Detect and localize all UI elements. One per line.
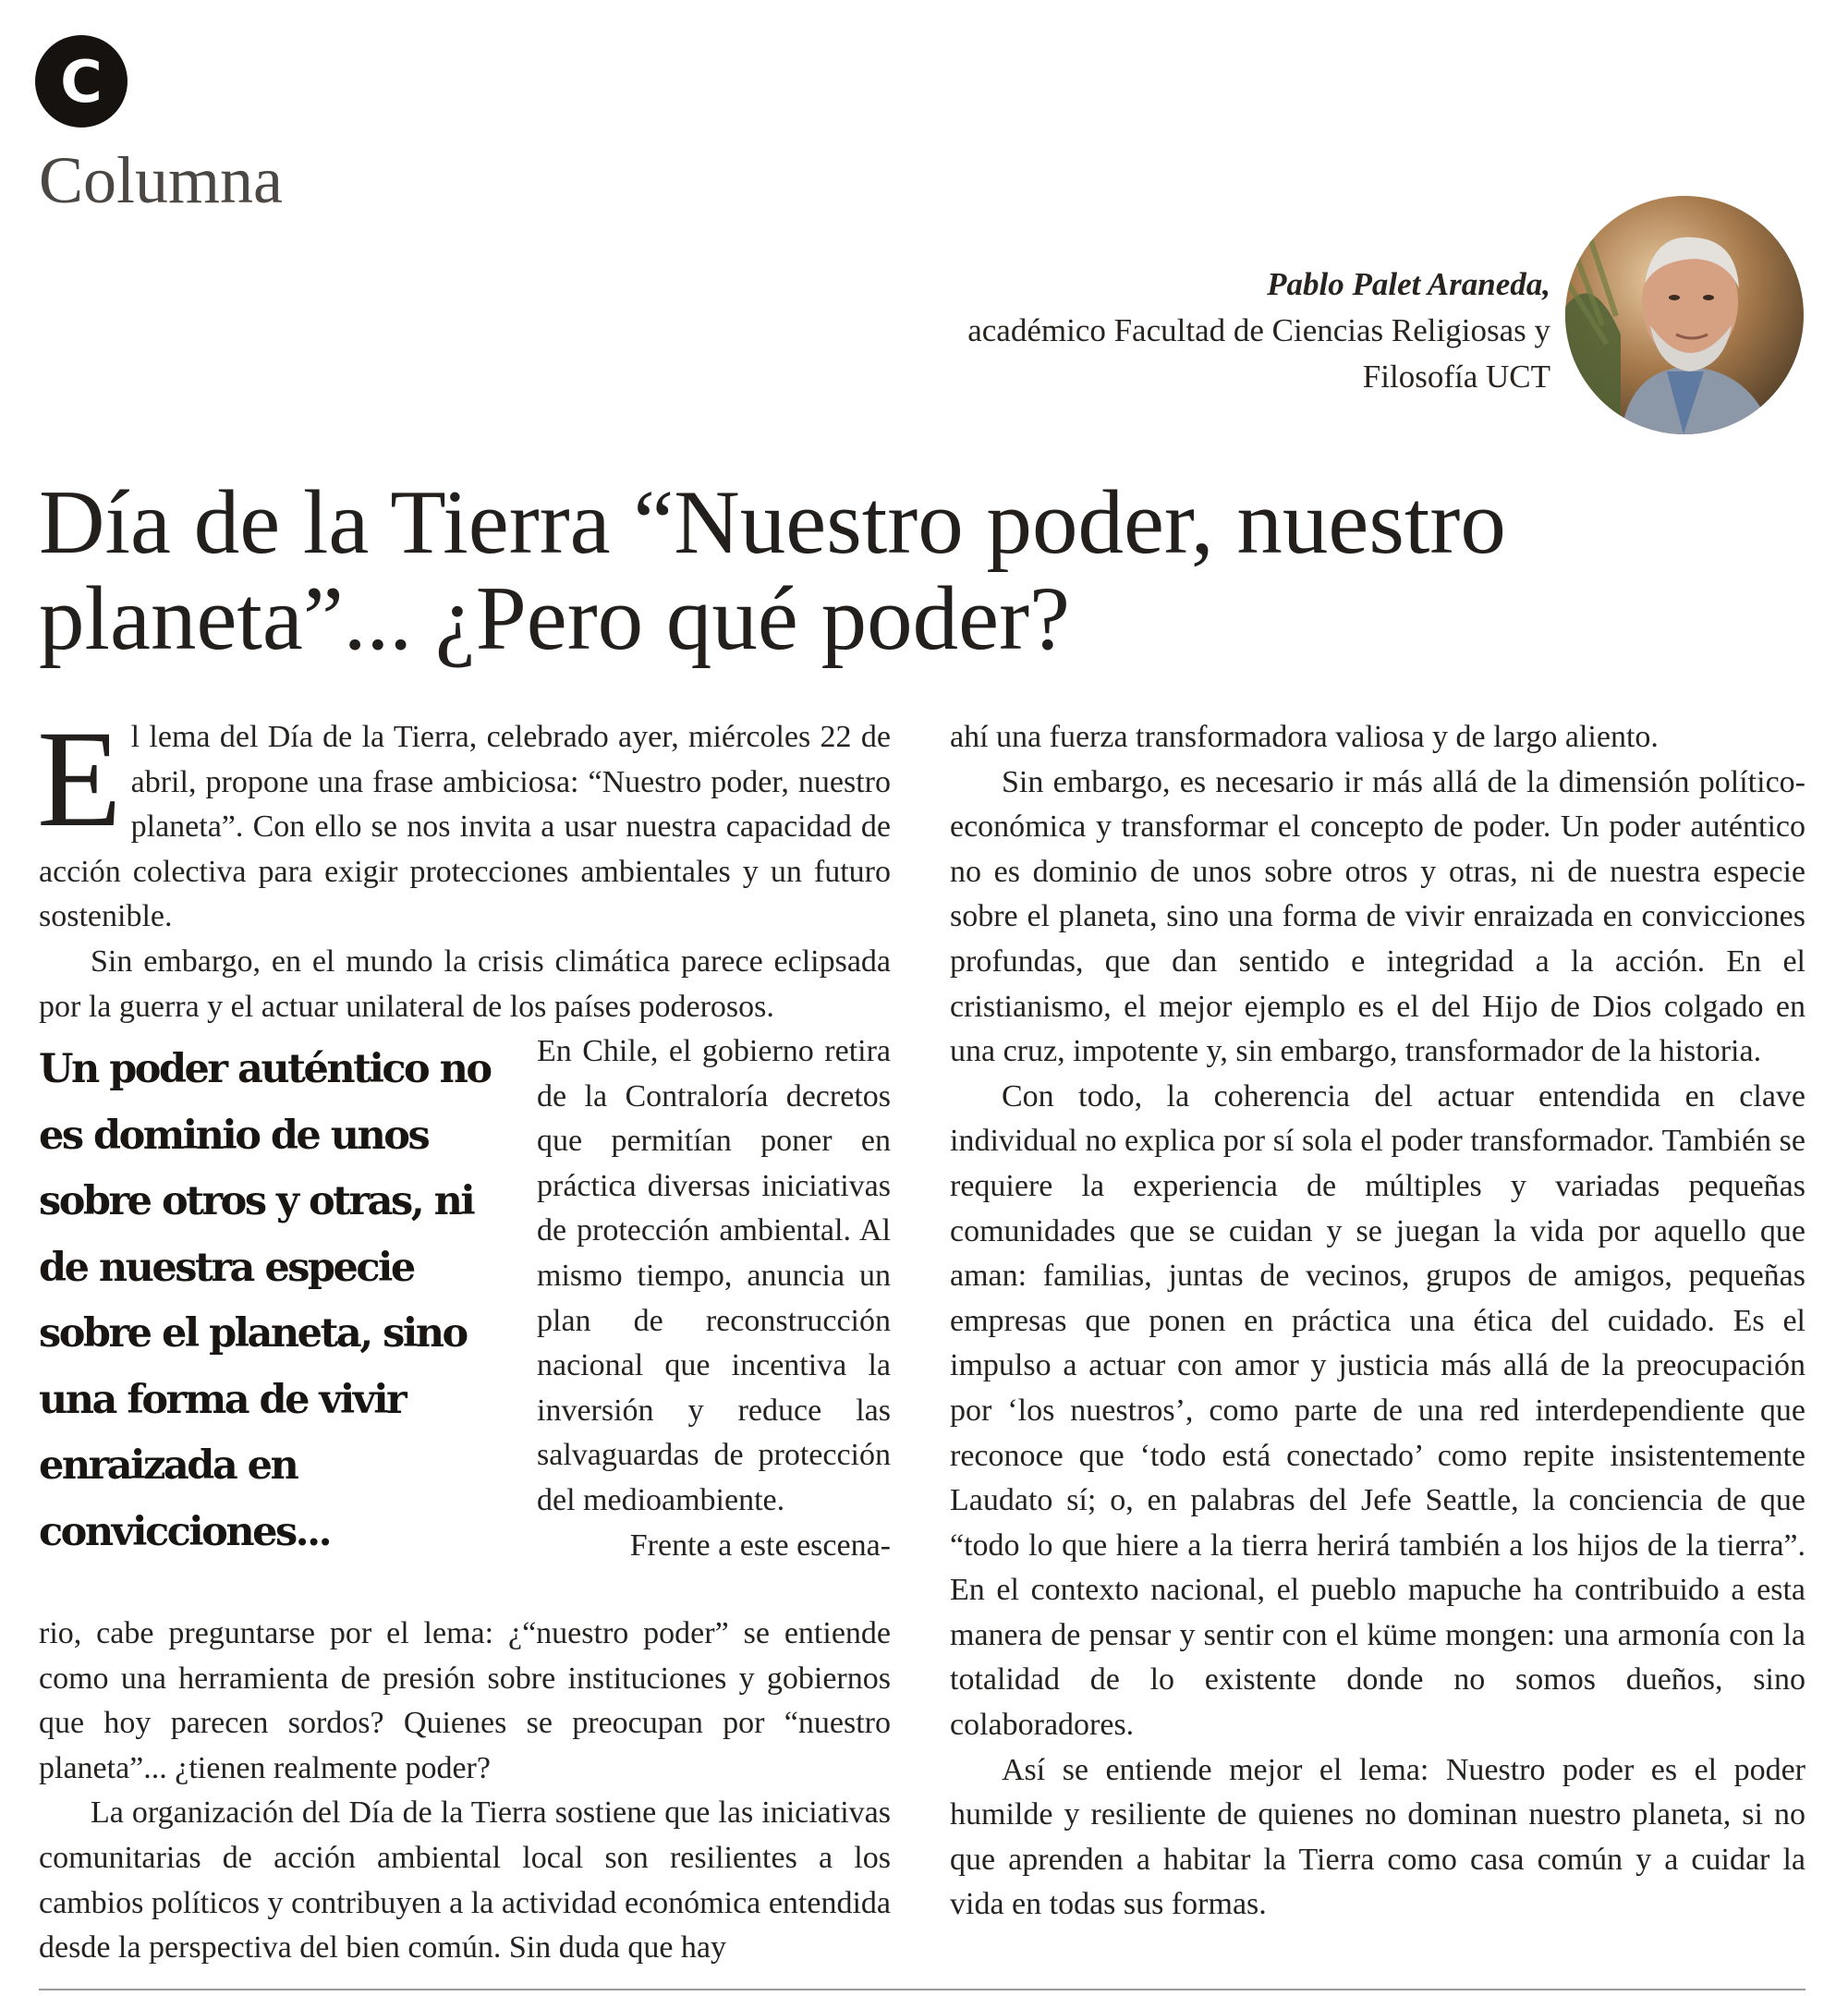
section-badge-letter: C — [60, 47, 103, 116]
author-role: académico Facultad de Ciencias Religiosas y Filosofía UCT — [967, 312, 1550, 395]
paragraph-4-continued: ahí una fuerza transformadora valiosa y de largo aliento. — [950, 720, 1659, 754]
article-column-1-top — [37, 702, 891, 1029]
paragraph-6: Con todo, la coherencia del actuar entendida en clave individual no explica por sí sola el poder transformador. También se requiere la experiencia de múltiples y variadas pequeñas comunidades que se cuidan y se juegan la vida por aquello que aman: familias, juntas de vecinos, grupos de amigos, pequeñas empresas que ponen en práctica una ética del cuidado. Es el impulso a actuar con amor y justicia más allá de la preocupación por ‘los nuestros’, como parte de una red interdependiente que reconoce que ‘todo está conectado’ como repite insistentemente Laudato sí; o, en palabras del Jefe Seattle, la conciencia de que “todo lo que hiere a la tierra herirá también a los hijos de la tierra”. En el contexto nacional, el pueblo mapuche ha contribuido a esta manera de pensar y sentir con el küme mongen: una armonía con la totalidad de lo existente donde no somos dueños, sino colaboradores. — [950, 1078, 1805, 1743]
author-name: Pablo Palet Araneda, — [1267, 266, 1550, 302]
section-badge — [35, 35, 128, 128]
author-byline — [885, 262, 1550, 400]
paragraph-4: La organización del Día de la Tierra sostiene que las iniciativas comunitarias de acción ambiental local son resilientes a los cambios políticos y contribuyen a la actividad económica entendida desde la perspectiva del bien común. Sin duda que hay — [39, 1795, 891, 1966]
drop-cap: E — [37, 702, 122, 856]
article-column-1-bottom — [39, 1612, 891, 1971]
portrait-photo-icon — [1565, 196, 1804, 434]
pull-quote: Un poder auténtico no es dominio de unos sobre otros y otras, ni de nuestra especie sobre el planeta, sino una forma de vivir enraizada en convicciones... — [39, 1046, 491, 1555]
article-side-column — [537, 1029, 891, 1568]
headline: Día de la Tierra “Nuestro poder, nuestro planeta”... ¿Pero qué poder? — [39, 472, 1506, 669]
article-column-2 — [950, 715, 1805, 1928]
paragraph-5: Sin embargo, es necesario ir más allá de la dimensión político-económica y transformar el concepto de poder. Un poder auténtico no es dominio de unos sobre otros y otras, ni de nuestra especie sobre el planeta, sino una forma de vivir enraizada en convicciones profundas, que dan sentido e integridad a la acción. En el cristianismo, el mejor ejemplo es el del Hijo de Dios colgado en una cruz, impotente y, sin embargo, transformador de la historia. — [950, 764, 1805, 1069]
bottom-rule — [39, 1989, 1805, 1990]
paragraph-7: Así se entiende mejor el lema: Nuestro poder es el poder humilde y resiliente de quienes no dominan nuestro planeta, si no que aprenden a habitar la Tierra como casa común y a cuidar la vida en todas sus formas. — [950, 1752, 1805, 1922]
paragraph-2: Sin embargo, en el mundo la crisis climática parece eclipsada por la guerra y el actuar unilateral de los países poderosos. — [39, 943, 891, 1024]
paragraph-2-continued: En Chile, el gobierno retira de la Contraloría decretos que permitían poner en práctica diversas iniciativas de protección ambiental. Al mismo tiempo, anuncia un plan de reconstrucción nacional que incentiva la inversión y reduce las salvaguardas de protección del medioambiente. — [537, 1034, 891, 1517]
paragraph-1-text: l lema del Día de la Tierra, celebrado ayer, miércoles 22 de abril, propone una frase ambiciosa: “Nuestro poder, nuestro planeta”. Con ello se nos invita a usar nuestra capacidad de acción colectiva para exigir protecciones ambientales y un futuro sostenible. — [39, 720, 891, 934]
paragraph-3: rio, cabe preguntarse por el lema: ¿“nuestro poder” se entiende como una herramienta de presión sobre instituciones y gobiernos que hoy parecen sordos? Quienes se preocupan por “nuestro planeta”... ¿tienen realmente poder? — [39, 1616, 891, 1785]
section-label: Columna — [39, 143, 283, 217]
author-portrait — [1565, 196, 1804, 434]
paragraph-1 — [37, 702, 891, 940]
paragraph-3-start: Frente a este escena- — [629, 1527, 891, 1563]
